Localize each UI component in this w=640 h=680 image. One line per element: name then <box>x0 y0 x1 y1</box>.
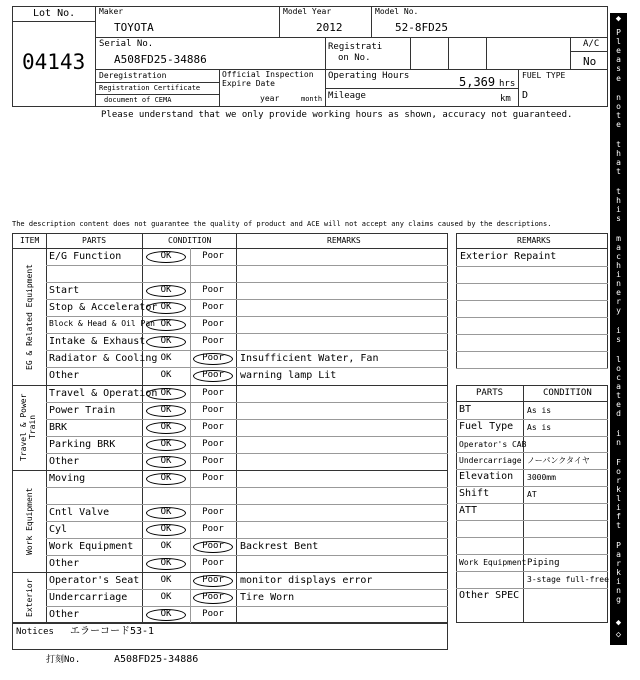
row-part-label: BRK <box>49 422 68 433</box>
condition-ok-selected: OK <box>146 422 186 434</box>
ac-value: No <box>583 55 597 68</box>
condition-poor: Poor <box>202 507 224 517</box>
diamond-icon-mid: ◆ <box>615 618 622 628</box>
spec-value: As is <box>527 423 552 432</box>
condition-ok-selected: OK <box>146 558 186 570</box>
row-remark: Tire Worn <box>240 592 295 603</box>
condition-ok-selected: OK <box>146 473 186 485</box>
spec-part-label: Elevation <box>459 471 514 482</box>
row-part-label: Power Train <box>49 405 116 416</box>
row-part-label: Intake & Exhaust <box>49 336 146 347</box>
col-condition-header: CONDITION <box>168 236 212 245</box>
col-parts-header: PARTS <box>82 236 107 245</box>
row-part-label: Other <box>49 558 80 569</box>
condition-ok-selected: OK <box>146 285 186 297</box>
condition-ok: OK <box>160 353 172 363</box>
fuel-type-label: FUEL TYPE <box>522 71 566 80</box>
condition-poor-selected: Poor <box>193 575 233 587</box>
spec-value: ノーパンクタイヤ <box>527 456 590 465</box>
condition-poor: Poor <box>202 456 224 466</box>
row-part-label: Radiator & Cooling <box>49 353 158 364</box>
row-remark: Backrest Bent <box>240 541 319 552</box>
condition-ok-selected: OK <box>146 456 186 468</box>
condition-poor: Poor <box>202 319 224 329</box>
condition-ok-selected: OK <box>146 439 186 451</box>
spec-part-label: BT <box>459 404 472 415</box>
side-banner: ◆ P l e a s e n o t e t h a t t h i s m a c h i n e r y i s l o c a t e d i n F o r k l i f t P a r k i n g ◆ ◇ <box>610 13 627 645</box>
model-no-label: Model No. <box>375 7 419 16</box>
condition-poor: Poor <box>202 524 224 534</box>
condition-ok-selected: OK <box>146 388 186 400</box>
condition-poor: Poor <box>202 422 224 432</box>
col-item-header: ITEM <box>20 236 40 245</box>
condition-poor: Poor <box>202 302 224 312</box>
serial-no-value: A508FD25-34886 <box>114 53 207 66</box>
serial-no-label: Serial No. <box>99 39 154 49</box>
specs-col-condition: CONDITION <box>543 388 592 398</box>
spec-part-label: Fuel Type <box>459 421 514 432</box>
hrs-unit: hrs <box>499 79 516 89</box>
spec-part-label: Other SPEC <box>459 590 520 601</box>
spec-part-label: Work Equipment <box>459 558 527 567</box>
specs-col-parts: PARTS <box>476 388 504 398</box>
condition-poor: Poor <box>202 473 224 483</box>
row-part-label: Cyl <box>49 524 68 535</box>
condition-poor: Poor <box>202 336 224 346</box>
registration-certificate-label: Registration Certificate <box>99 84 201 92</box>
condition-poor-selected: Poor <box>193 353 233 365</box>
spec-value: 3000mm <box>527 473 556 482</box>
condition-ok: OK <box>160 592 172 602</box>
lot-no-label: Lot No. <box>33 8 76 19</box>
condition-poor: Poor <box>202 388 224 398</box>
row-part-label: Block & Head & Oil Pan <box>49 319 155 328</box>
row-part-label: Other <box>49 609 80 620</box>
condition-ok-selected: OK <box>146 405 186 417</box>
condition-poor: Poor <box>202 251 224 261</box>
operating-hours-value: 5,369 <box>459 75 496 89</box>
condition-ok: OK <box>160 575 172 585</box>
km-unit: km <box>500 94 511 104</box>
row-part-label: Other <box>49 370 80 381</box>
maker-value: TOYOTA <box>114 21 154 34</box>
row-part-label: Work Equipment <box>49 541 134 552</box>
condition-poor-selected: Poor <box>193 370 233 382</box>
row-part-label: Start <box>49 285 80 296</box>
group-label-travel: Travel & Power Train <box>19 393 37 461</box>
row-remark: warning lamp Lit <box>240 370 337 381</box>
condition-ok: OK <box>160 370 172 380</box>
spec-value: 3-stage full-free <box>527 575 609 584</box>
month-label: month <box>301 95 323 103</box>
condition-ok-selected: OK <box>146 251 186 263</box>
row-part-label: Undercarriage <box>49 592 128 603</box>
stamp-label: 打刻No. <box>46 655 81 665</box>
fuel-type-value: D <box>522 90 529 101</box>
registration-label-1: Registrati <box>328 42 383 52</box>
diamond-icon-top: ◆ <box>615 14 622 24</box>
condition-ok-selected: OK <box>146 524 186 536</box>
condition-poor-selected: Poor <box>193 592 233 604</box>
group-label-work: Work Equipment <box>25 487 34 555</box>
condition-ok-selected: OK <box>146 609 186 621</box>
year-label: year <box>260 94 280 103</box>
condition-poor: Poor <box>202 405 224 415</box>
row-part-label: Cntl Valve <box>49 507 110 518</box>
lot-no-value: 04143 <box>22 50 86 74</box>
cema-label: document of CEMA <box>104 96 172 104</box>
ac-label: A/C <box>583 39 600 49</box>
spec-value: As is <box>527 406 552 415</box>
condition-ok-selected: OK <box>146 507 186 519</box>
hours-note: Please understand that we only provide working hours as shown, accuracy not guaranteed. <box>101 110 573 120</box>
condition-poor: Poor <box>202 558 224 568</box>
disclaimer-text: The description content does not guarantee the quality of product and ACE will not accept any claims caused by the descriptions. <box>12 220 552 228</box>
spec-value: Piping <box>527 558 560 568</box>
row-part-label: Operator's Seat <box>49 575 140 586</box>
model-year-value: 2012 <box>316 21 343 34</box>
inspection-label-1: Official Inspection <box>222 70 314 79</box>
right-remark-item: Exterior Repaint <box>460 251 557 262</box>
condition-ok: OK <box>160 541 172 551</box>
right-remarks-header: REMARKS <box>517 236 551 245</box>
row-part-label: Travel & Operation <box>49 388 158 399</box>
model-no-value: 52-8FD25 <box>395 21 448 34</box>
spec-part-label: Shift <box>459 488 490 499</box>
condition-ok-selected: OK <box>146 319 186 331</box>
stamp-no-value: A508FD25-34886 <box>114 654 199 665</box>
row-part-label: Moving <box>49 473 86 484</box>
condition-poor-selected: Poor <box>193 541 233 553</box>
maker-label: Maker <box>99 7 124 16</box>
col-remarks-header: REMARKS <box>327 236 361 245</box>
inspection-label-2: Expire Date <box>222 79 275 88</box>
condition-poor: Poor <box>202 609 224 619</box>
registration-label-2: on No. <box>338 53 371 63</box>
row-part-label: E/G Function <box>49 251 122 262</box>
group-label-exterior: Exterior <box>25 578 34 618</box>
notices-label: Notices <box>16 627 54 637</box>
spec-value: AT <box>527 490 537 499</box>
row-part-label: Stop & Accelerator <box>49 302 158 313</box>
spec-part-label: Undercarriage <box>459 456 522 465</box>
notices-value: エラーコード53-1 <box>70 626 155 637</box>
condition-poor: Poor <box>202 439 224 449</box>
condition-ok-selected: OK <box>146 336 186 348</box>
condition-poor: Poor <box>202 285 224 295</box>
row-part-label: Other <box>49 456 80 467</box>
mileage-label: Mileage <box>328 91 366 101</box>
row-remark: Insufficient Water, Fan <box>240 353 379 364</box>
row-part-label: Parking BRK <box>49 439 116 450</box>
group-label-eg: EG & Related Equipment <box>25 264 34 370</box>
operating-hours-label: Operating Hours <box>328 71 410 81</box>
diamond-outline-icon: ◇ <box>615 630 622 640</box>
condition-ok-selected: OK <box>146 302 186 314</box>
row-remark: monitor displays error <box>240 575 373 586</box>
deregistration-label: Deregistration <box>99 71 167 80</box>
model-year-label: Model Year <box>283 7 332 16</box>
spec-part-label: ATT <box>459 505 478 516</box>
spec-part-label: Operator's CAB <box>459 440 527 449</box>
